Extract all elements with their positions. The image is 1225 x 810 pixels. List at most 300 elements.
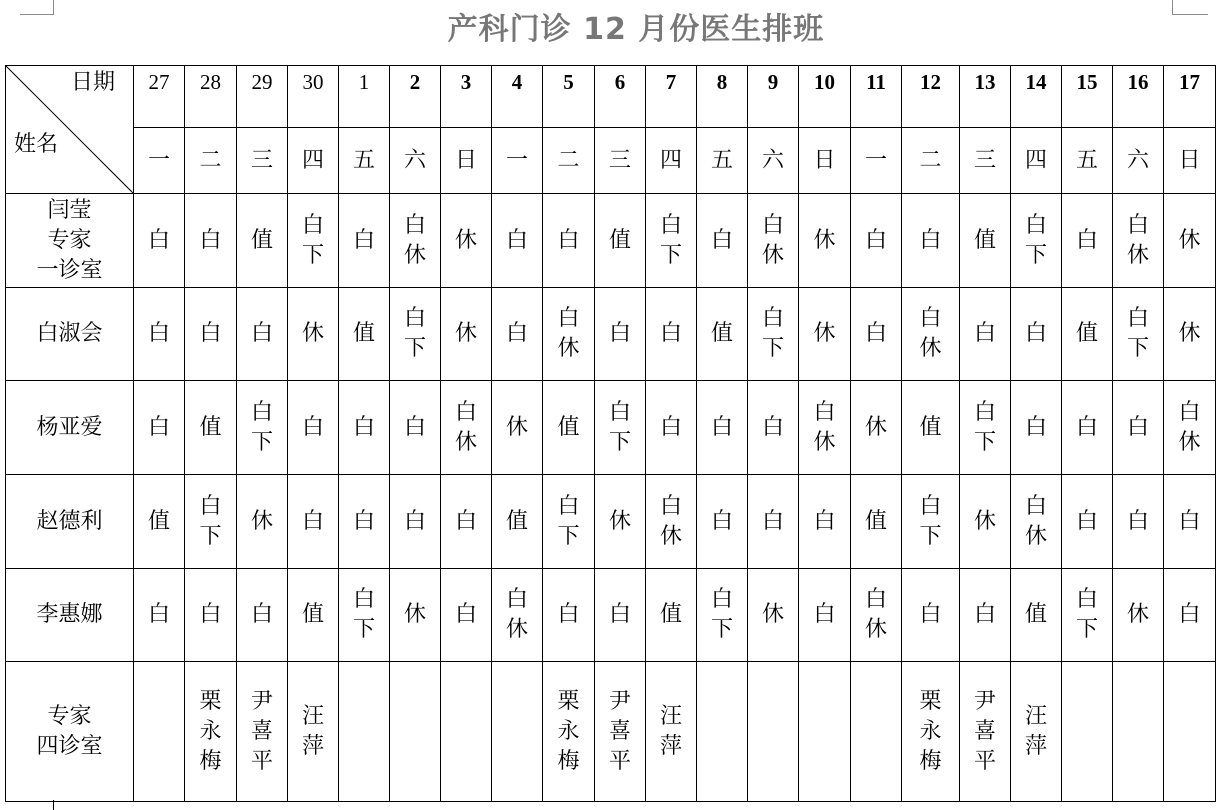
shift-char: 白 [1126, 212, 1149, 238]
shift-char: 值 [608, 227, 631, 253]
shift-char: 休 [454, 227, 477, 253]
shift-cell [595, 194, 646, 288]
shift-char: 萍 [1024, 733, 1047, 759]
shift-cell [1011, 569, 1062, 662]
date-cell [1164, 66, 1216, 128]
shift-char: 白 [199, 321, 222, 346]
shift-char: 白 [710, 414, 733, 440]
shift-char: 休 [1178, 321, 1201, 346]
shift-char: 喜 [608, 718, 631, 744]
shift-cell [960, 475, 1011, 569]
shift-cell [902, 662, 960, 802]
shift-char: 白 [1126, 508, 1149, 534]
shift-char: 白 [505, 321, 528, 346]
shift-cell [134, 288, 185, 381]
shift-cell [799, 381, 851, 475]
shift-char: 下 [919, 523, 942, 549]
shift-char: 白 [301, 508, 324, 534]
shift-cell [960, 288, 1011, 381]
shift-char: 休 [557, 336, 580, 361]
shift-cell [237, 194, 288, 288]
shift-cell [748, 662, 799, 802]
shift-char: 下 [403, 336, 426, 361]
corner-header-cell [6, 66, 134, 194]
weekday-cell: 六 [1113, 128, 1164, 194]
shift-char: 休 [250, 508, 273, 534]
doctor-name-cell [6, 288, 134, 381]
shift-cell [1113, 381, 1164, 475]
shift-cell [595, 381, 646, 475]
shift-char: 白 [761, 414, 784, 440]
shift-char: 休 [301, 321, 324, 346]
shift-char: 休 [608, 508, 631, 534]
shift-cell [441, 475, 492, 569]
shift-cell [492, 194, 543, 288]
shift-char: 休 [505, 617, 528, 642]
shift-cell [339, 194, 390, 288]
shift-cell [390, 569, 441, 662]
shift-char: 值 [973, 227, 996, 253]
shift-char: 白 [1178, 399, 1201, 425]
shift-cell [1062, 381, 1113, 475]
shift-char: 白 [761, 212, 784, 238]
shift-cell [237, 288, 288, 381]
shift-char: 值 [147, 508, 170, 534]
shift-cell [288, 475, 339, 569]
weekday-cell: 日 [441, 128, 492, 194]
shift-cell [1011, 381, 1062, 475]
shift-cell [134, 194, 185, 288]
shift-cell [960, 569, 1011, 662]
date-number: 11 [866, 70, 886, 94]
shift-cell [288, 569, 339, 662]
shift-char: 永 [199, 718, 222, 744]
shift-cell [543, 569, 595, 662]
shift-cell [851, 569, 902, 662]
doctor-row [6, 288, 1216, 381]
shift-char: 下 [199, 523, 222, 549]
shift-char: 永 [919, 718, 942, 744]
shift-cell [134, 569, 185, 662]
shift-char: 白 [199, 602, 222, 627]
shift-char: 下 [973, 429, 996, 455]
doctor-name-cell [6, 569, 134, 662]
weekday-cell: 日 [1164, 128, 1216, 194]
shift-char: 值 [1024, 602, 1047, 627]
date-number: 14 [1025, 70, 1047, 94]
name-label: 姓名 [14, 132, 59, 157]
shift-cell [799, 662, 851, 802]
shift-cell [288, 381, 339, 475]
shift-cell [288, 194, 339, 288]
weekday-cell: 二 [543, 128, 595, 194]
weekday-cell: 五 [1062, 128, 1113, 194]
shift-char: 白 [1024, 414, 1047, 440]
date-number: 12 [920, 70, 941, 94]
shift-char: 白 [403, 212, 426, 238]
shift-char: 休 [454, 429, 477, 455]
shift-char: 白 [301, 414, 324, 440]
shift-char: 值 [864, 508, 887, 534]
doctor-row [6, 662, 1216, 802]
shift-char: 栗 [557, 688, 580, 714]
shift-char: 下 [352, 617, 375, 642]
date-number: 17 [1179, 70, 1200, 94]
shift-cell [799, 288, 851, 381]
shift-cell [1062, 288, 1113, 381]
date-cell [748, 66, 799, 128]
date-number: 15 [1076, 70, 1098, 94]
shift-char: 白 [1024, 212, 1047, 238]
weekday-row [6, 128, 1216, 194]
shift-char: 白 [505, 587, 528, 612]
shift-cell [1113, 569, 1164, 662]
shift-cell [1113, 662, 1164, 802]
weekday-cell: 三 [960, 128, 1011, 194]
date-number: 4 [511, 70, 523, 94]
shift-cell [492, 662, 543, 802]
shift-char: 下 [1075, 617, 1098, 642]
shift-cell [1113, 194, 1164, 288]
shift-char: 白 [147, 602, 170, 627]
shift-cell [902, 569, 960, 662]
shift-cell [134, 381, 185, 475]
date-cell [697, 66, 748, 128]
weekday-cell: 一 [492, 128, 543, 194]
date-cell [492, 66, 543, 128]
date-number: 27 [148, 70, 170, 94]
date-cell [1062, 66, 1113, 128]
shift-cell [339, 475, 390, 569]
shift-cell [748, 194, 799, 288]
shift-char: 下 [301, 242, 324, 268]
shift-cell [748, 475, 799, 569]
shift-char: 白 [608, 399, 631, 425]
doctor-name-cell [6, 194, 134, 288]
shift-char: 休 [403, 602, 426, 627]
shift-cell [697, 381, 748, 475]
shift-char: 白 [813, 508, 836, 534]
date-cell [288, 66, 339, 128]
shift-char: 白 [659, 493, 682, 519]
shift-char: 白 [864, 587, 887, 612]
shift-char: 白 [813, 399, 836, 425]
weekday-cell: 二 [902, 128, 960, 194]
weekday-cell: 四 [646, 128, 697, 194]
shift-char: 休 [761, 602, 784, 627]
shift-char: 白 [403, 306, 426, 331]
shift-char: 休 [403, 242, 426, 268]
shift-char: 白 [710, 587, 733, 612]
shift-cell [1164, 475, 1216, 569]
doctor-name-line: 专家 [47, 703, 92, 729]
shift-char: 梅 [557, 748, 580, 774]
doctor-row [6, 569, 1216, 662]
shift-char: 白 [250, 602, 273, 627]
shift-char: 白 [919, 306, 942, 331]
weekday-cell: 一 [134, 128, 185, 194]
date-cell [237, 66, 288, 128]
shift-cell [748, 288, 799, 381]
shift-char: 白 [199, 227, 222, 253]
date-cell [851, 66, 902, 128]
doctor-name-cell [6, 381, 134, 475]
shift-char: 栗 [199, 688, 222, 714]
shift-cell [339, 662, 390, 802]
weekday-cell: 二 [185, 128, 237, 194]
shift-char: 喜 [973, 718, 996, 744]
date-number: 16 [1127, 70, 1149, 94]
shift-char: 白 [352, 508, 375, 534]
shift-char: 白 [1024, 321, 1047, 346]
shift-cell [960, 194, 1011, 288]
shift-char: 白 [973, 321, 996, 346]
shift-char: 栗 [919, 688, 942, 714]
shift-cell [646, 381, 697, 475]
shift-char: 值 [352, 321, 375, 346]
shift-cell [390, 662, 441, 802]
shift-char: 永 [557, 718, 580, 744]
shift-cell [851, 662, 902, 802]
shift-char: 下 [761, 336, 784, 361]
date-number: 8 [716, 70, 728, 94]
shift-char: 值 [659, 602, 682, 627]
shift-char: 休 [1126, 602, 1149, 627]
shift-char: 值 [919, 414, 942, 440]
shift-char: 值 [505, 508, 528, 534]
shift-cell [543, 194, 595, 288]
weekday-cell: 六 [748, 128, 799, 194]
shift-cell [237, 475, 288, 569]
shift-char: 白 [1075, 508, 1098, 534]
doctor-name-line: 李惠娜 [36, 602, 103, 627]
shift-cell [441, 194, 492, 288]
shift-cell [288, 288, 339, 381]
shift-cell [390, 288, 441, 381]
shift-cell [1164, 662, 1216, 802]
weekday-cell: 一 [851, 128, 902, 194]
shift-cell [646, 569, 697, 662]
shift-char: 喜 [250, 718, 273, 744]
doctor-name-line: 一诊室 [36, 257, 103, 283]
shift-char: 白 [659, 321, 682, 346]
shift-char: 白 [454, 602, 477, 627]
shift-cell [697, 194, 748, 288]
shift-char: 白 [250, 321, 273, 346]
shift-char: 白 [1024, 493, 1047, 519]
shift-cell [1164, 288, 1216, 381]
shift-cell [1062, 194, 1113, 288]
shift-cell [441, 569, 492, 662]
doctor-name-line: 专家 [47, 227, 92, 253]
shift-cell [1062, 662, 1113, 802]
date-number: 28 [200, 70, 221, 94]
shift-char: 白 [199, 493, 222, 519]
shift-cell [646, 194, 697, 288]
date-cell [799, 66, 851, 128]
shift-char: 梅 [919, 748, 942, 774]
shift-char: 白 [973, 602, 996, 627]
date-number: 13 [974, 70, 996, 94]
shift-char: 值 [1075, 321, 1098, 346]
shift-cell [185, 569, 237, 662]
shift-char: 休 [864, 414, 887, 440]
shift-char: 汪 [659, 703, 682, 729]
shift-char: 平 [250, 748, 273, 774]
date-cell [595, 66, 646, 128]
shift-cell [339, 381, 390, 475]
doctor-name-cell [6, 475, 134, 569]
shift-char: 白 [147, 227, 170, 253]
shift-char: 尹 [250, 688, 273, 714]
shift-cell [960, 662, 1011, 802]
shift-char: 白 [1178, 602, 1201, 627]
shift-char: 白 [813, 602, 836, 627]
weekday-cell: 四 [288, 128, 339, 194]
shift-char: 白 [403, 414, 426, 440]
shift-char: 白 [403, 508, 426, 534]
doctor-name-line: 白淑会 [36, 321, 103, 346]
shift-char: 休 [813, 321, 836, 346]
shift-char: 白 [919, 493, 942, 519]
shift-char: 白 [1075, 587, 1098, 612]
shift-cell [646, 475, 697, 569]
shift-cell [441, 662, 492, 802]
shift-cell [492, 569, 543, 662]
shift-cell [902, 381, 960, 475]
shift-cell [697, 475, 748, 569]
shift-char: 值 [710, 321, 733, 346]
date-cell [185, 66, 237, 128]
shift-char: 尹 [608, 688, 631, 714]
shift-cell [339, 569, 390, 662]
shift-char: 休 [813, 227, 836, 253]
shift-cell [697, 569, 748, 662]
shift-cell [799, 569, 851, 662]
shift-char: 白 [557, 493, 580, 519]
shift-char: 白 [505, 227, 528, 253]
shift-cell [697, 662, 748, 802]
shift-cell [1011, 194, 1062, 288]
shift-cell [1164, 569, 1216, 662]
shift-cell [134, 475, 185, 569]
shift-cell [492, 475, 543, 569]
shift-char: 值 [557, 414, 580, 440]
weekday-cell: 四 [1011, 128, 1062, 194]
date-cell [134, 66, 185, 128]
shift-cell [237, 662, 288, 802]
shift-char: 下 [557, 523, 580, 549]
schedule-table [5, 65, 1216, 802]
shift-char: 白 [1126, 414, 1149, 440]
shift-cell [902, 288, 960, 381]
shift-cell [339, 288, 390, 381]
shift-cell [1164, 381, 1216, 475]
doctor-row [6, 381, 1216, 475]
shift-char: 白 [1126, 306, 1149, 331]
shift-cell [595, 475, 646, 569]
shift-cell [1062, 475, 1113, 569]
shift-cell [646, 288, 697, 381]
shift-char: 下 [608, 429, 631, 455]
weekday-cell: 五 [339, 128, 390, 194]
shift-cell [492, 288, 543, 381]
shift-char: 梅 [199, 748, 222, 774]
shift-char: 下 [1126, 336, 1149, 361]
shift-char: 白 [659, 212, 682, 238]
date-number: 1 [358, 70, 370, 94]
shift-cell [595, 288, 646, 381]
date-label: 日期 [70, 70, 115, 95]
shift-cell [543, 475, 595, 569]
shift-cell [595, 662, 646, 802]
shift-cell [390, 194, 441, 288]
shift-char: 白 [761, 508, 784, 534]
shift-cell [799, 194, 851, 288]
date-cell [543, 66, 595, 128]
shift-char: 白 [1075, 414, 1098, 440]
shift-char: 休 [1126, 242, 1149, 268]
shift-cell [288, 662, 339, 802]
shift-char: 休 [973, 508, 996, 534]
shift-char: 休 [1178, 227, 1201, 253]
shift-char: 值 [301, 602, 324, 627]
shift-cell [1113, 288, 1164, 381]
weekday-cell: 五 [697, 128, 748, 194]
date-row [6, 66, 1216, 128]
shift-char: 白 [919, 602, 942, 627]
doctor-name-line: 杨亚爱 [36, 414, 103, 440]
weekday-cell: 六 [390, 128, 441, 194]
shift-cell [492, 381, 543, 475]
shift-char: 白 [147, 321, 170, 346]
shift-char: 休 [454, 321, 477, 346]
date-number: 30 [302, 70, 324, 94]
shift-char: 休 [1178, 429, 1201, 455]
shift-cell [1062, 569, 1113, 662]
shift-char: 汪 [301, 703, 324, 729]
shift-cell [185, 662, 237, 802]
shift-cell [1164, 194, 1216, 288]
date-number: 9 [767, 70, 779, 94]
shift-char: 下 [659, 242, 682, 268]
shift-char: 白 [973, 399, 996, 425]
doctor-name-line: 四诊室 [36, 733, 103, 759]
shift-cell [543, 381, 595, 475]
shift-char: 下 [710, 617, 733, 642]
shift-cell [390, 381, 441, 475]
shift-char: 白 [608, 602, 631, 627]
shift-cell [851, 194, 902, 288]
date-number: 7 [665, 70, 677, 94]
shift-char: 白 [454, 508, 477, 534]
shift-char: 白 [557, 306, 580, 331]
shift-cell [1011, 662, 1062, 802]
doctor-name-cell [6, 662, 134, 802]
shift-cell [646, 662, 697, 802]
weekday-cell: 三 [595, 128, 646, 194]
date-number: 6 [614, 70, 626, 94]
shift-cell [748, 569, 799, 662]
shift-cell [390, 475, 441, 569]
shift-cell [851, 381, 902, 475]
shift-cell [748, 381, 799, 475]
shift-cell [185, 475, 237, 569]
date-cell [390, 66, 441, 128]
shift-char: 白 [710, 227, 733, 253]
date-number: 29 [251, 70, 273, 94]
shift-cell [902, 475, 960, 569]
